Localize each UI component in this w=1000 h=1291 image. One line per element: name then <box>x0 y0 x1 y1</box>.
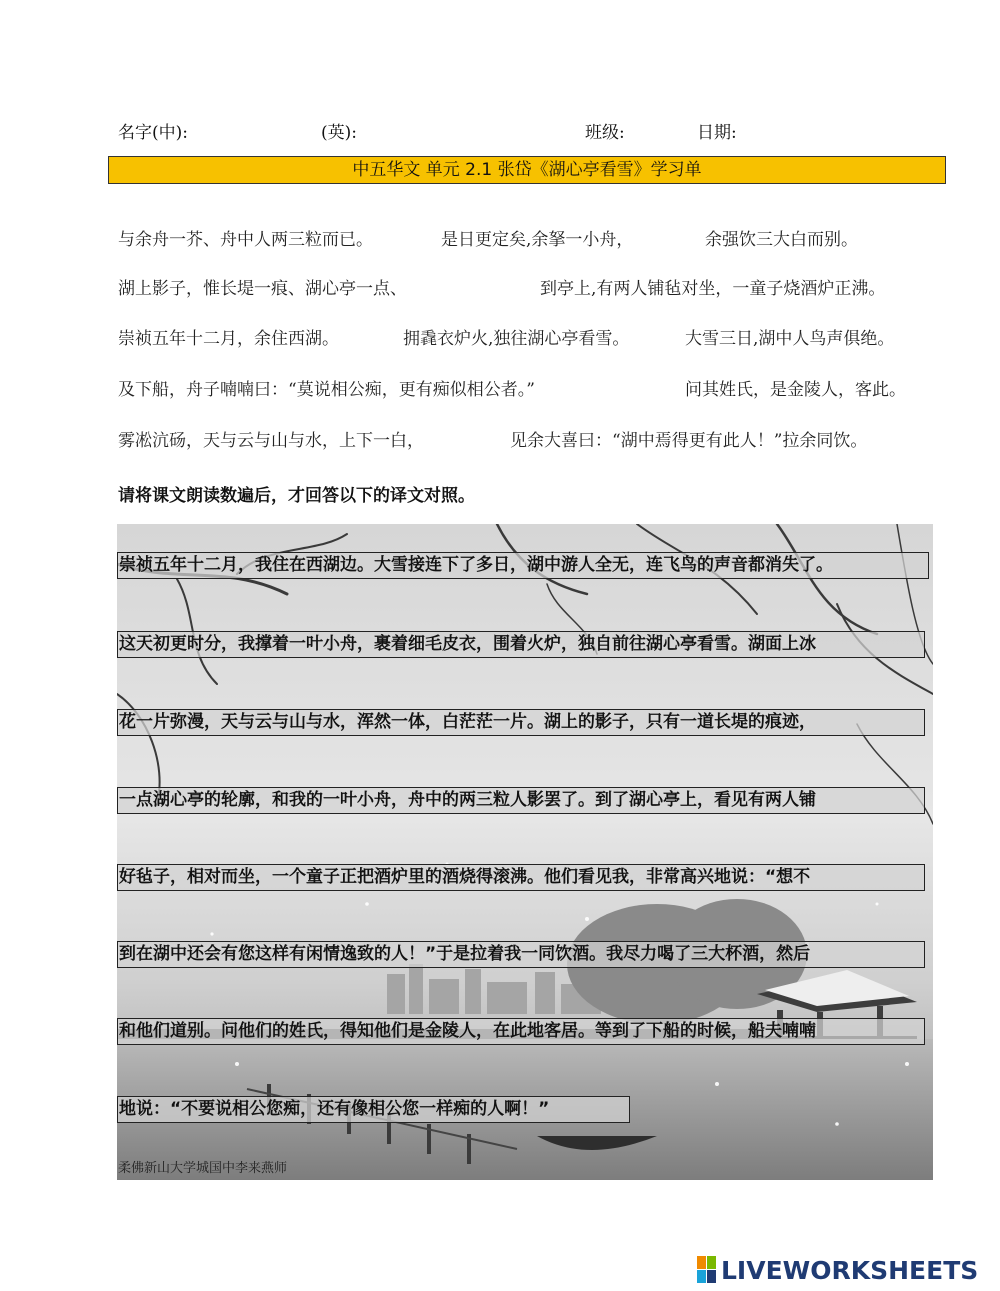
translation-line-7: 和他们道别。问他们的姓氏，得知他们是金陵人，在此地客居。等到了下船的时候，船夫喃喃 <box>117 1018 925 1045</box>
name-english-label: (英): <box>321 123 357 143</box>
phrase-5-2: 见余大喜曰：“湖中焉得更有此人！”拉余同饮。 <box>510 431 868 451</box>
translation-line-3: 花一片弥漫，天与云与山与水，浑然一体，白茫茫一片。湖上的影子，只有一道长堤的痕迹， <box>117 709 925 736</box>
phrase-3-2: 拥毳衣炉火,独往湖心亭看雪。 <box>403 329 630 349</box>
snow-scene-image <box>117 524 933 1180</box>
translation-line-5: 好毡子，相对而坐，一个童子正把酒炉里的酒烧得滚沸。他们看见我，非常高兴地说：“想不 <box>117 864 925 891</box>
teacher-credit: 柔佛新山大学城国中李来燕师 <box>118 1161 288 1176</box>
liveworksheets-logo[interactable] <box>697 1255 978 1285</box>
name-chinese-label: 名字(中): <box>118 123 188 143</box>
date-label: 日期: <box>697 123 737 143</box>
phrase-1-2: 是日更定矣,余拏一小舟， <box>441 230 634 250</box>
worksheet-title <box>108 156 946 184</box>
title-unit: 2.1 <box>465 160 493 180</box>
translation-line-8: 地说：“不要说相公您痴，还有像相公您一样痴的人啊！” <box>117 1096 630 1123</box>
phrase-2-2: 到亭上,有两人铺毡对坐，一童子烧酒炉正沸。 <box>540 279 886 299</box>
translation-line-1: 崇祯五年十二月，我住在西湖边。大雪接连下了多日，湖中游人全无，连飞鸟的声音都消失了。 <box>117 552 929 579</box>
phrase-3-3: 大雪三日,湖中人鸟声俱绝。 <box>685 329 895 349</box>
phrase-2-1: 湖上影子，惟长堤一痕、湖心亭一点、 <box>118 279 407 299</box>
title-prefix: 中五华文 单元 <box>352 160 466 180</box>
title-suffix: 张岱《湖心亭看雪》学习单 <box>492 160 702 180</box>
liveworksheets-logo-text: LIVEWORKSHEETS <box>721 1255 979 1285</box>
phrase-5-1: 雾凇沆砀，天与云与山与水，上下一白， <box>118 431 424 451</box>
phrase-3-1: 崇祯五年十二月，余住西湖。 <box>118 329 339 349</box>
phrase-4-2: 问其姓氏，是金陵人，客此。 <box>685 380 906 400</box>
translation-line-6: 到在湖中还会有您这样有闲情逸致的人！”于是拉着我一同饮酒。我尽力喝了三大杯酒，然后 <box>117 941 925 968</box>
phrase-1-1: 与余舟一芥、舟中人两三粒而已。 <box>118 230 373 250</box>
translation-line-2: 这天初更时分，我撑着一叶小舟，裹着细毛皮衣，围着火炉，独自前往湖心亭看雪。湖面上冰 <box>117 631 925 658</box>
snow-lake-illustration <box>117 524 933 1180</box>
phrase-1-3: 余强饮三大白而别。 <box>705 230 858 250</box>
phrase-4-1: 及下船，舟子喃喃曰：“莫说相公痴，更有痴似相公者。” <box>118 380 535 400</box>
class-label: 班级: <box>585 123 625 143</box>
instruction-text: 请将课文朗读数遍后，才回答以下的译文对照。 <box>118 486 475 506</box>
translation-line-4: 一点湖心亭的轮廓，和我的一叶小舟，舟中的两三粒人影罢了。到了湖心亭上，看见有两人铺 <box>117 787 925 814</box>
liveworksheets-logo-icon <box>697 1256 717 1284</box>
